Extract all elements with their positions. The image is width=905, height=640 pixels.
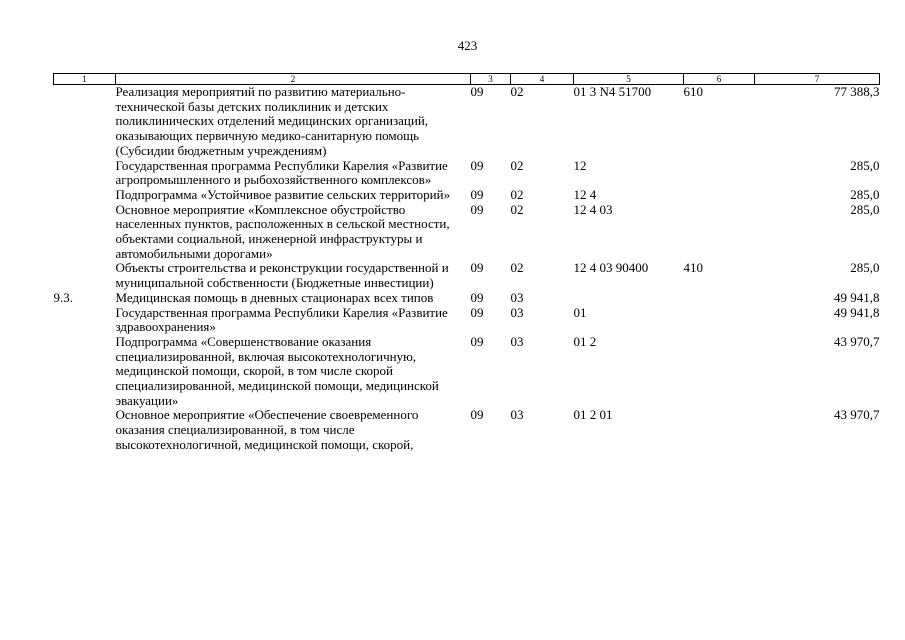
target-article-code: 12 4 03 xyxy=(573,201,613,217)
row-number xyxy=(54,408,116,452)
expense-type-code xyxy=(684,159,755,188)
amount: 43 970,7 xyxy=(834,407,880,423)
amount: 77 388,3 xyxy=(834,84,880,99)
column-header: 4 xyxy=(511,74,574,85)
column-header: 3 xyxy=(471,74,511,85)
target-article-code: 01 xyxy=(573,304,587,320)
amount: 285,0 xyxy=(850,157,880,173)
column-header: 7 xyxy=(755,74,880,85)
section-code: 09 xyxy=(470,289,484,305)
expense-type-code xyxy=(684,188,755,203)
column-header: 1 xyxy=(54,74,116,85)
budget-table xyxy=(53,73,880,453)
amount: 285,0 xyxy=(850,201,880,217)
item-name: Объекты строительства и реконструкции государственной и муниципальной собственности (Бюджетные инвестиции) xyxy=(115,260,449,291)
item-name: Основное мероприятие «Обеспечение своевременного оказания специализированной, в том числе высокотехнологичной, медицинской помощи, скорой, xyxy=(115,407,419,452)
amount: 43 970,7 xyxy=(834,333,880,349)
expense-type-code xyxy=(684,203,755,262)
row-number xyxy=(54,85,116,159)
amount: 285,0 xyxy=(850,186,880,202)
amount: 49 941,8 xyxy=(834,289,880,305)
section-code: 09 xyxy=(470,84,484,99)
table-row xyxy=(54,261,880,290)
table-row xyxy=(54,159,880,188)
section-code: 09 xyxy=(470,157,484,173)
expense-type-code xyxy=(684,291,755,306)
section-code: 09 xyxy=(470,333,484,349)
expense-type-code xyxy=(684,306,755,335)
expense-type-code xyxy=(684,408,755,452)
table-row xyxy=(54,203,880,262)
item-name: Основное мероприятие «Комплексное обустройство населенных пунктов, расположенных в сельской местности, объектами социальной, инженерной инфраструктуры и автомобильными дорогами» xyxy=(115,201,450,261)
item-name: Государственная программа Республики Карелия «Развитие агропромышленного и рыбохозяйственного комплексов» xyxy=(115,157,448,188)
target-article-code: 12 xyxy=(573,157,587,173)
row-number xyxy=(54,203,116,262)
target-article-code: 12 4 03 90400 xyxy=(573,260,649,276)
table-row xyxy=(54,188,880,203)
row-number xyxy=(54,306,116,335)
section-code: 09 xyxy=(470,260,484,276)
target-article-code: 01 3 N4 51700 xyxy=(573,84,652,99)
row-number xyxy=(54,335,116,409)
subsection-code: 02 xyxy=(510,186,524,202)
table-row xyxy=(54,335,880,409)
column-header: 6 xyxy=(684,74,755,85)
section-code: 09 xyxy=(470,186,484,202)
subsection-code: 03 xyxy=(510,289,524,305)
row-number: 9.3. xyxy=(53,289,73,305)
subsection-code: 02 xyxy=(510,84,524,99)
row-number xyxy=(54,261,116,290)
page-number: 423 xyxy=(457,38,478,53)
item-name: Подпрограмма «Устойчивое развитие сельских территорий» xyxy=(115,186,451,202)
amount: 285,0 xyxy=(850,260,880,276)
subsection-code: 03 xyxy=(510,407,524,423)
target-article-code xyxy=(574,291,684,306)
item-name: Подпрограмма «Совершенствование оказания специализированной, включая высокотехнологичную, медицинской помощи, скорой, в том числе скорой специализированной, медицинской помощи, медицинской эвакуации» xyxy=(115,333,439,408)
target-article-code: 01 2 01 xyxy=(573,407,613,423)
expense-type-code: 410 xyxy=(683,260,703,276)
subsection-code: 03 xyxy=(510,304,524,320)
table-row xyxy=(54,306,880,335)
subsection-code: 02 xyxy=(510,260,524,276)
table-row xyxy=(54,408,880,452)
expense-type-code xyxy=(684,335,755,409)
column-header: 2 xyxy=(116,74,471,85)
subsection-code: 02 xyxy=(510,201,524,217)
section-code: 09 xyxy=(470,407,484,423)
table-row xyxy=(54,85,880,159)
subsection-code: 02 xyxy=(510,157,524,173)
item-name: Государственная программа Республики Карелия «Развитие здравоохранения» xyxy=(115,304,448,335)
target-article-code: 12 4 xyxy=(573,186,597,202)
item-name: Реализация мероприятий по развитию материально-технической базы детских поликлиник и детских поликлинических отделений медицинских организаций, оказывающих первичную медико-санитарную помощь (Субсидии бюджетным учреждениям) xyxy=(115,84,429,158)
row-number xyxy=(54,188,116,203)
target-article-code: 01 2 xyxy=(573,333,597,349)
row-number xyxy=(54,159,116,188)
column-header: 5 xyxy=(574,74,684,85)
subsection-code: 03 xyxy=(510,333,524,349)
column-number-row xyxy=(54,74,880,85)
expense-type-code: 610 xyxy=(683,84,703,99)
section-code: 09 xyxy=(470,304,484,320)
item-name: Медицинская помощь в дневных стационарах всех типов xyxy=(115,289,434,305)
amount: 49 941,8 xyxy=(834,304,880,320)
section-code: 09 xyxy=(470,201,484,217)
table-row xyxy=(54,291,880,306)
